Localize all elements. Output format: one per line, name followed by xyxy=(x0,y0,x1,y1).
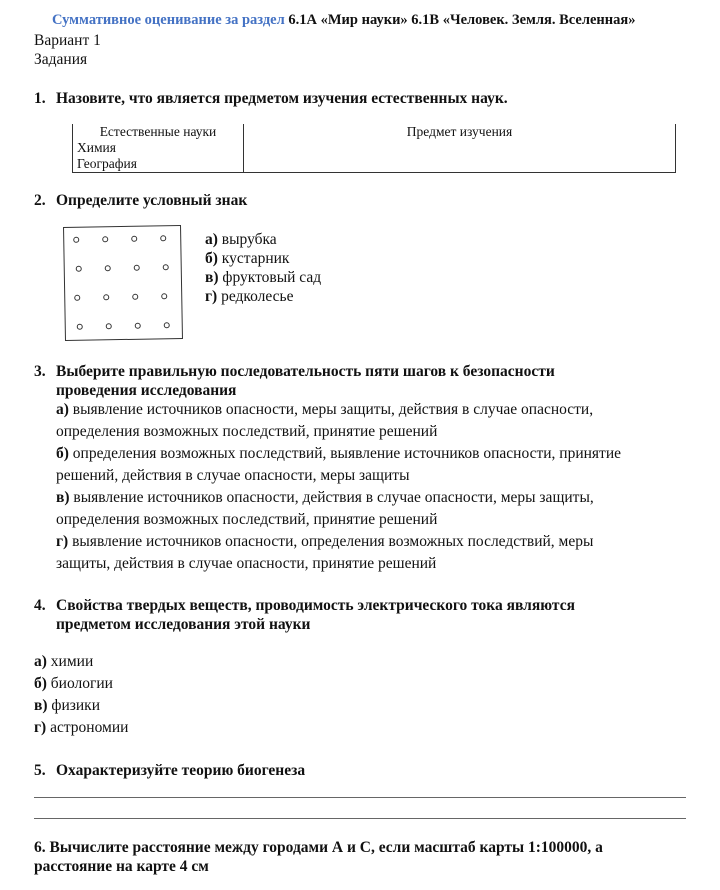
question-text: предметом исследования этой науки xyxy=(56,616,311,633)
symbol-circle-icon xyxy=(76,266,82,272)
question-text: Определите условный знак xyxy=(56,192,248,209)
option-letter: в) xyxy=(205,269,219,286)
symbol-circle-icon xyxy=(132,294,138,300)
option-letter: а) xyxy=(56,401,69,418)
option-letter: в) xyxy=(56,489,70,506)
map-symbol-orchard-icon xyxy=(63,225,183,341)
question-text: Выберите правильную последовательность пяти шагов к безопасности xyxy=(56,363,555,380)
sciences-table xyxy=(72,124,676,173)
question-number: 4. xyxy=(34,597,46,614)
table-row xyxy=(73,156,676,173)
answer-option[interactable] xyxy=(205,230,321,249)
option-text: выявление источников опасности, определения возможных последствий, меры xyxy=(72,533,594,550)
option-letter: в) xyxy=(34,697,48,714)
option-text: определения возможных последствий, выявление источников опасности, принятие xyxy=(72,445,621,462)
option-text: защиты, действия в случае опасности, принятие решений xyxy=(56,555,437,572)
question-text: Охарактеризуйте теорию биогенеза xyxy=(56,762,306,779)
answer-option[interactable] xyxy=(56,487,621,509)
variant-label: Вариант 1 xyxy=(34,32,101,49)
page-title xyxy=(52,12,635,29)
symbol-circle-icon xyxy=(105,265,111,271)
answer-option[interactable] xyxy=(34,651,128,673)
question-3 xyxy=(34,362,555,400)
symbol-circle-icon xyxy=(135,323,141,329)
option-text: биологии xyxy=(50,675,113,692)
answer-line[interactable] xyxy=(34,818,686,819)
answer-line[interactable] xyxy=(34,797,686,798)
symbol-circle-icon xyxy=(73,237,79,243)
question-number: 6. xyxy=(34,839,46,856)
answer-option[interactable] xyxy=(34,717,128,739)
title-section-name: 6.1А «Мир науки» 6.1В «Человек. Земля. Вселенная» xyxy=(288,12,636,28)
answer-cell[interactable] xyxy=(244,140,676,156)
answer-option[interactable] xyxy=(56,531,621,553)
symbol-circle-icon xyxy=(103,294,109,300)
symbol-circle-icon xyxy=(106,323,112,329)
option-text: химии xyxy=(50,653,94,670)
option-text: выявление источников опасности, действия в случае опасности, меры защиты, xyxy=(73,489,594,506)
answer-option[interactable] xyxy=(34,695,128,717)
answer-cell[interactable] xyxy=(244,156,676,173)
symbol-circle-icon xyxy=(163,264,169,270)
option-letter: б) xyxy=(34,675,47,692)
table-row xyxy=(73,140,676,156)
table-cell: География xyxy=(73,156,244,173)
answer-option[interactable] xyxy=(205,287,321,306)
symbol-circle-icon xyxy=(131,236,137,242)
q4-options xyxy=(34,651,128,739)
question-number: 2. xyxy=(34,192,46,209)
option-text: вырубка xyxy=(221,231,277,248)
question-text: проведения исследования xyxy=(56,382,237,399)
question-text: Свойства твердых веществ, проводимость электрического тока являются xyxy=(56,597,575,614)
option-letter: а) xyxy=(205,231,218,248)
answer-option[interactable] xyxy=(205,268,321,287)
option-text: физики xyxy=(51,697,101,714)
option-text: фруктовый сад xyxy=(222,269,322,286)
option-text: кустарник xyxy=(221,250,290,267)
question-number: 3. xyxy=(34,363,46,380)
question-2 xyxy=(34,192,247,210)
title-section-label: Суммативное оценивание за раздел xyxy=(52,12,285,28)
option-text: астрономии xyxy=(50,719,129,736)
symbol-circle-icon xyxy=(161,293,167,299)
question-text: расстояние на карте 4 см xyxy=(34,858,209,875)
option-letter: а) xyxy=(34,653,47,670)
question-5 xyxy=(34,762,305,780)
question-1 xyxy=(34,90,508,108)
option-text: решений, действия в случае опасности, меры защиты xyxy=(56,467,410,484)
answer-option[interactable] xyxy=(34,673,128,695)
answer-option[interactable] xyxy=(205,249,321,268)
question-number: 5. xyxy=(34,762,46,779)
option-letter: г) xyxy=(205,288,218,305)
symbol-circle-icon xyxy=(77,324,83,330)
option-text: выявление источников опасности, меры защиты, действия в случае опасности, xyxy=(72,401,594,418)
tasks-label: Задания xyxy=(34,51,88,68)
option-letter: б) xyxy=(205,250,218,267)
symbol-circle-icon xyxy=(134,265,140,271)
option-letter: г) xyxy=(34,719,47,736)
q3-options xyxy=(56,399,621,575)
symbol-circle-icon xyxy=(164,322,170,328)
answer-option[interactable] xyxy=(56,443,621,465)
question-text: Назовите, что является предметом изучения естественных наук. xyxy=(56,90,508,107)
option-text: определения возможных последствий, принятие решений xyxy=(56,511,438,528)
question-number: 1. xyxy=(34,90,46,107)
option-text: редколесье xyxy=(221,288,294,305)
question-6 xyxy=(34,838,603,876)
symbol-circle-icon xyxy=(160,235,166,241)
table-cell: Химия xyxy=(73,140,244,156)
option-letter: г) xyxy=(56,533,69,550)
question-4 xyxy=(34,596,575,634)
symbol-circle-icon xyxy=(74,295,80,301)
symbol-circle-icon xyxy=(102,236,108,242)
table-header-row xyxy=(73,124,676,140)
option-text: определения возможных последствий, принятие решений xyxy=(56,423,438,440)
answer-option[interactable] xyxy=(56,399,621,421)
table-header-cell: Естественные науки xyxy=(73,124,244,140)
table-header-cell: Предмет изучения xyxy=(244,124,676,140)
option-letter: б) xyxy=(56,445,69,462)
q2-options xyxy=(205,230,321,306)
question-text: Вычислите расстояние между городами А и С, если масштаб карты 1:100000, а xyxy=(49,839,603,856)
